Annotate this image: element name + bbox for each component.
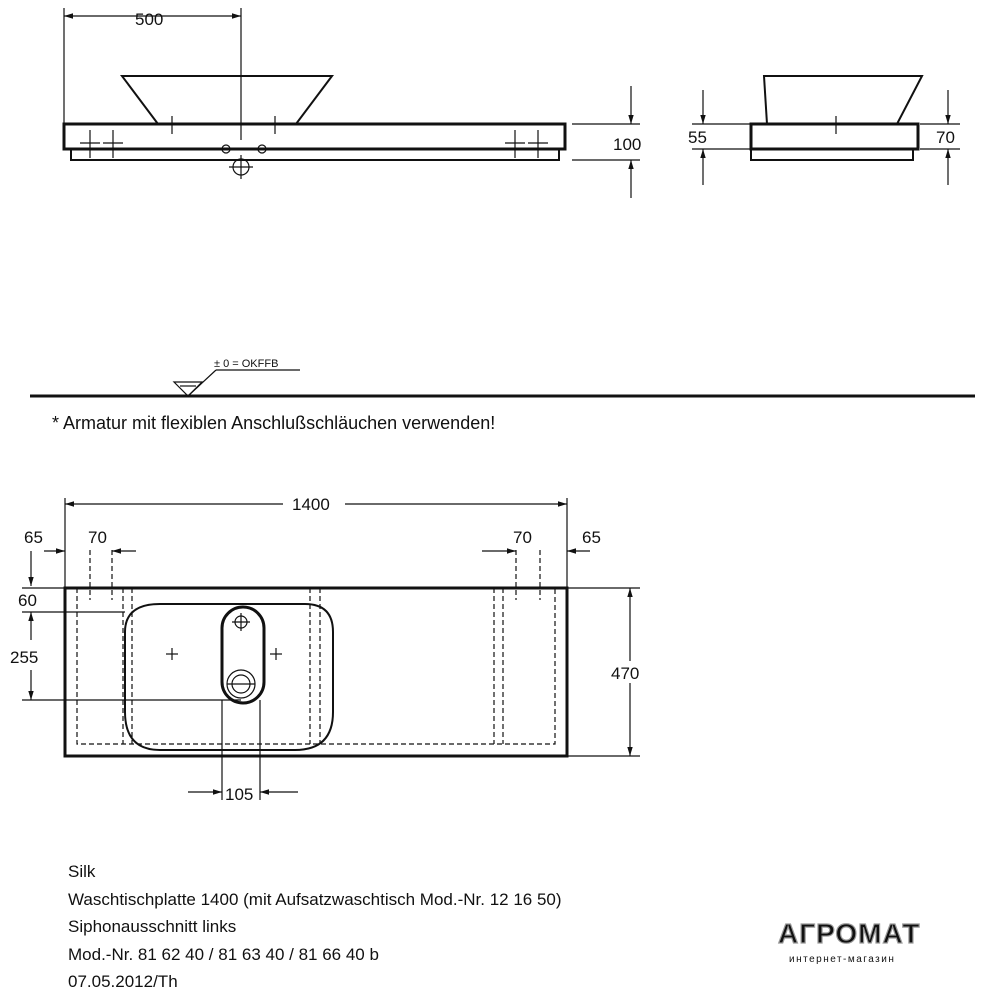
dim-1400: 1400 — [292, 495, 330, 514]
info-product: Waschtischplatte 1400 (mit Aufsatzwaschtisch Mod.-Nr. 12 16 50) — [68, 890, 562, 909]
watermark-sub: интернет-магазин — [789, 954, 896, 965]
info-model-numbers: Mod.-Nr. 81 62 40 / 81 63 40 / 81 66 40 b — [68, 945, 379, 964]
info-block — [68, 862, 562, 991]
dim-70-side: 70 — [936, 128, 955, 147]
countertop-front — [64, 124, 565, 149]
dim-470: 470 — [611, 664, 640, 683]
countertop-side-underside — [751, 149, 913, 160]
dim-255: 255 — [10, 648, 39, 667]
floor-marker-label: ± 0 = OKFFB — [214, 358, 279, 370]
info-date: 07.05.2012/Th — [68, 972, 178, 991]
dim-100: 100 — [613, 135, 642, 154]
dim-70-left: 70 — [88, 528, 107, 547]
dim-70-right: 70 — [513, 528, 532, 547]
dim-55: 55 — [688, 128, 707, 147]
dim-60: 60 — [18, 591, 37, 610]
countertop-underside — [71, 149, 559, 160]
basin-bowl — [122, 76, 332, 124]
watermark-logo — [778, 918, 920, 965]
countertop-side — [751, 124, 918, 149]
info-series: Silk — [68, 862, 96, 881]
dim-65-left: 65 — [24, 528, 43, 547]
floor-reference — [30, 358, 975, 396]
countertop-plan — [65, 588, 567, 756]
fixing-marks-front — [80, 116, 548, 158]
installation-note: * Armatur mit flexiblen Anschlußschläuchen verwenden! — [52, 413, 496, 433]
watermark-brand: АГРОМАТ — [778, 918, 921, 949]
dim-105: 105 — [225, 785, 254, 804]
hidden-frame — [77, 550, 555, 744]
dim-500: 500 — [135, 10, 164, 29]
plan-view — [10, 492, 652, 804]
basin-side — [764, 76, 922, 124]
dim-65-right: 65 — [582, 528, 601, 547]
info-cutout: Siphonausschnitt links — [68, 917, 237, 936]
front-view — [64, 8, 641, 198]
side-view — [688, 76, 960, 185]
drain-plan — [227, 613, 255, 698]
